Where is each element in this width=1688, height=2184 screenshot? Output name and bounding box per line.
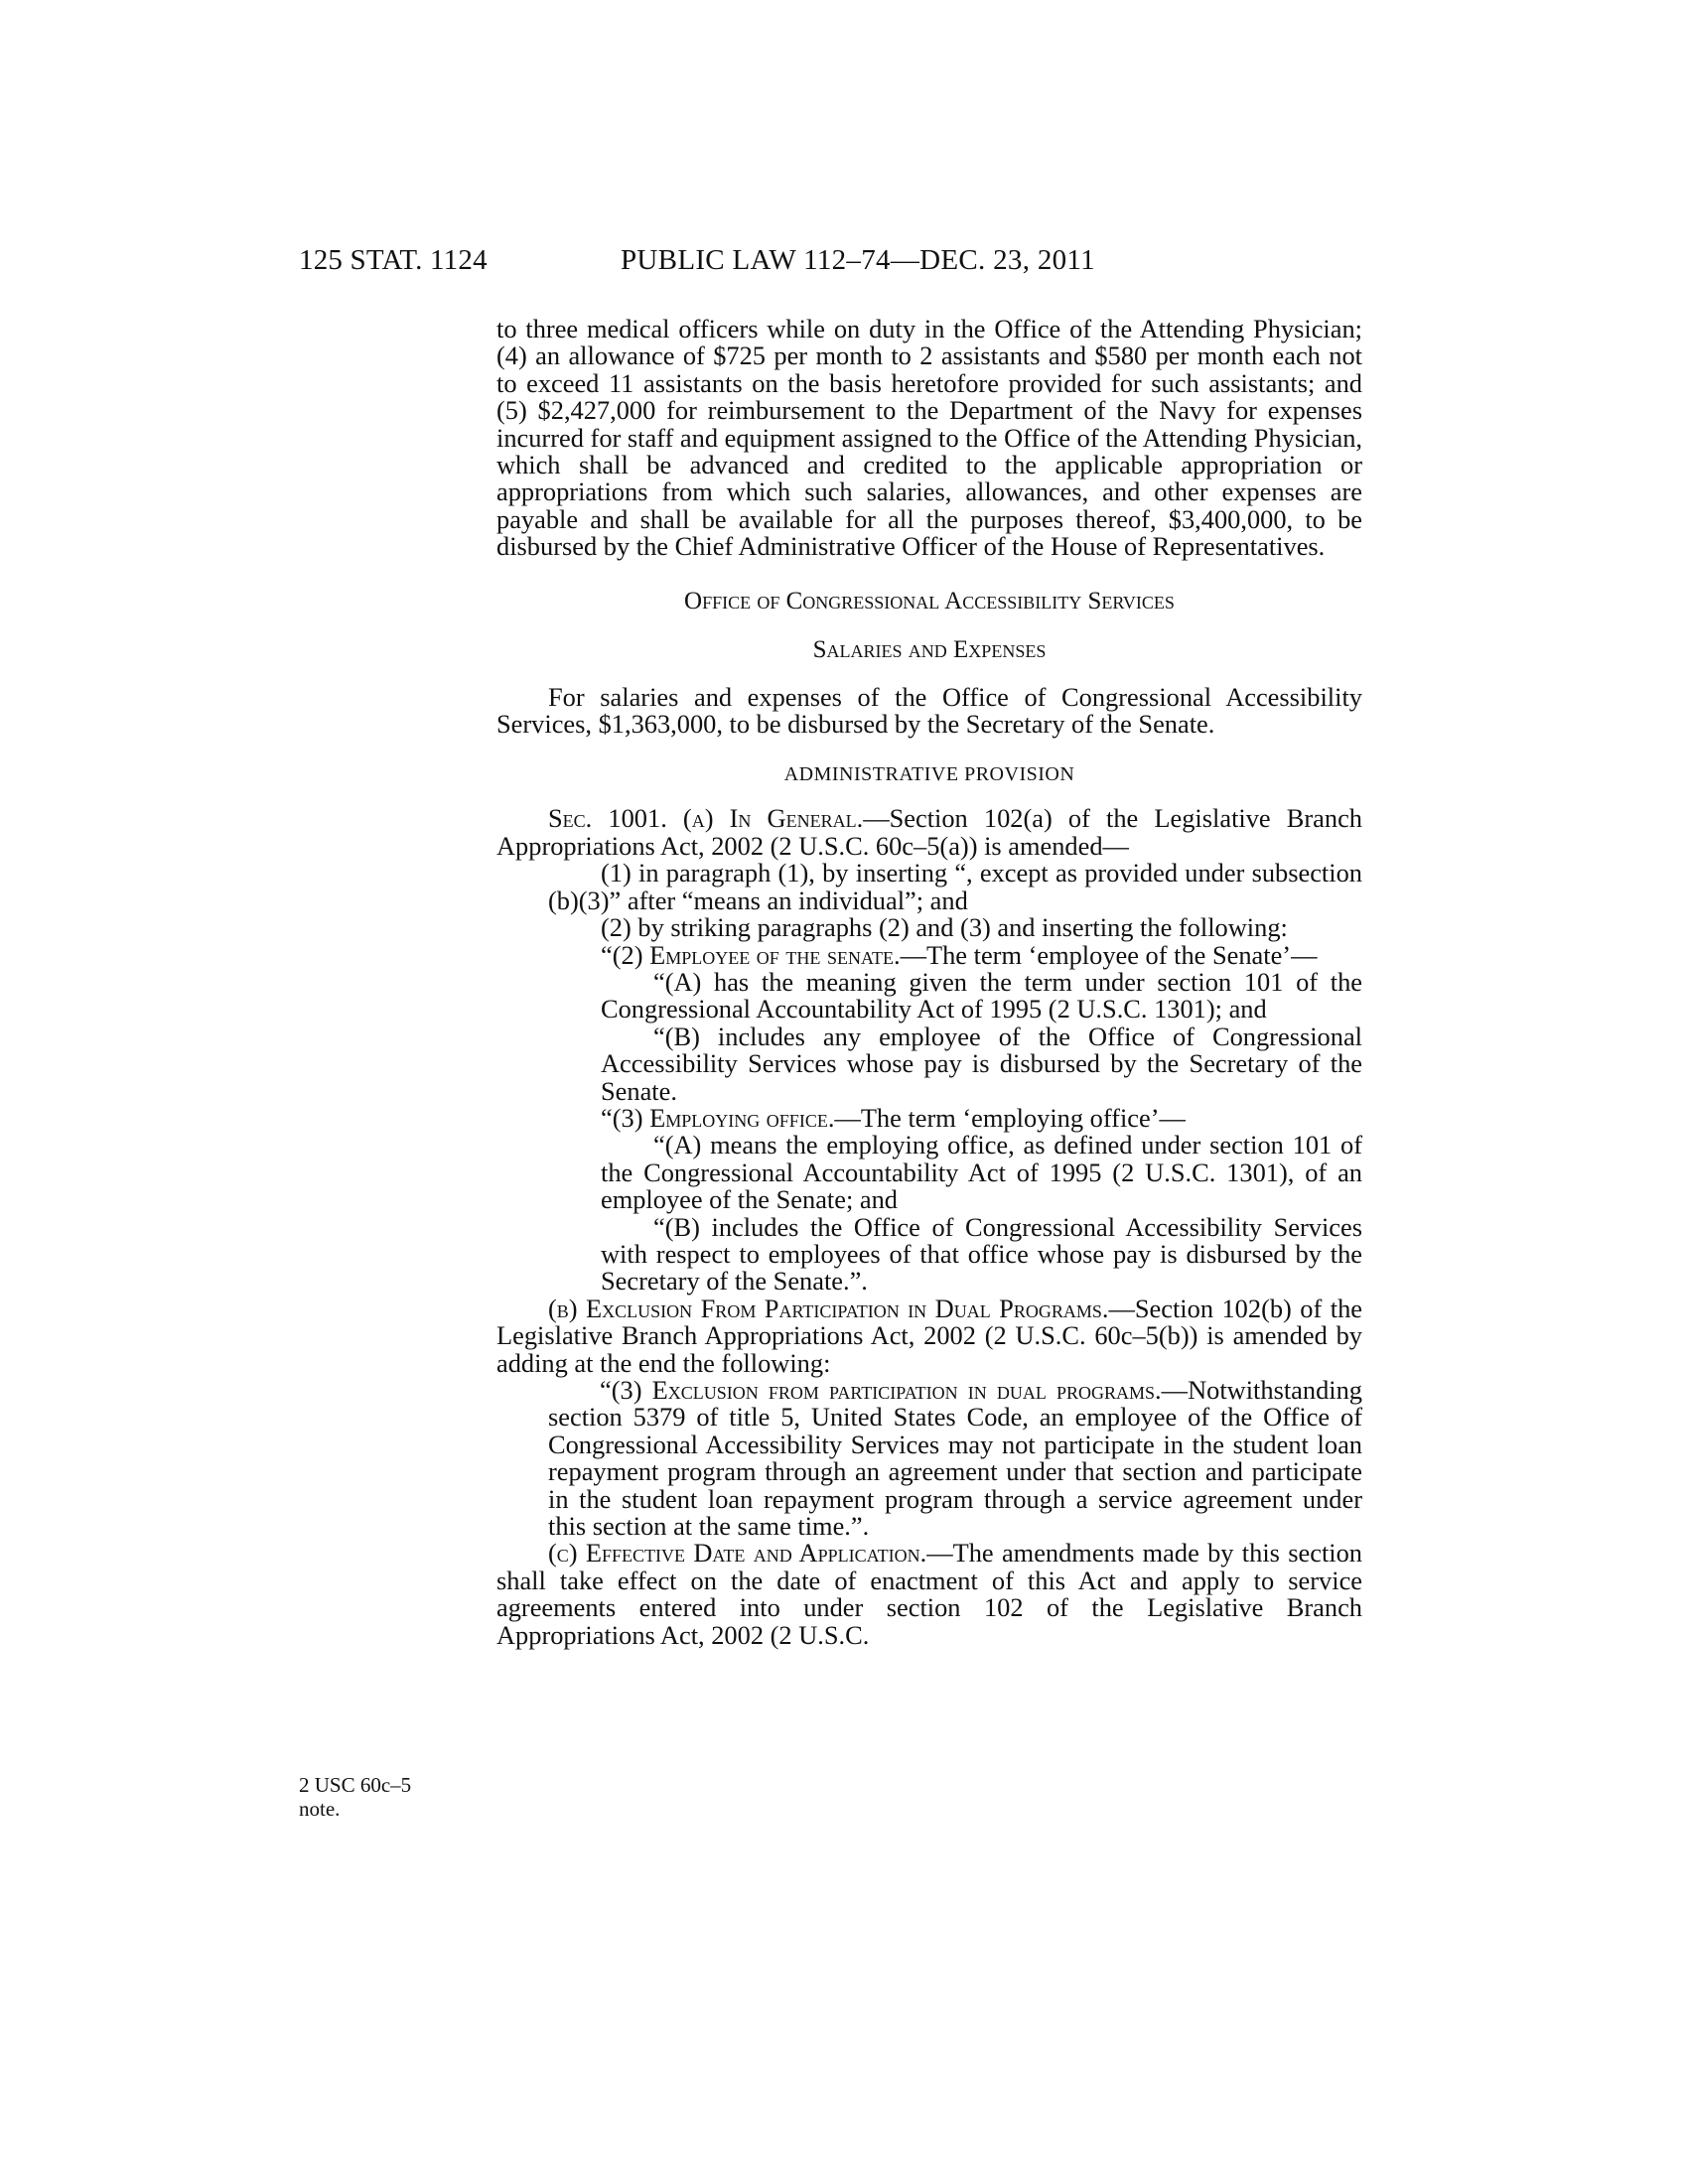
subsection-c (496, 1540, 1362, 1649)
section-heading-admin: ADMINISTRATIVE PROVISION (783, 763, 1075, 786)
page-header (299, 244, 1361, 284)
para-3-text: —The term ‘employing office’— (834, 1102, 1186, 1133)
margin-citation-note (299, 1773, 411, 1821)
para-b3-label: “(3) Exclusion from participation in dual programs. (600, 1375, 1162, 1405)
subsection-c-text: —The amendments made by this section shall take effect on the date of enactment of this Act and apply to service agreements entered into under section 102 of the Legislative Branch Appropriations Act, 2002 (2 U.S.C. (496, 1538, 1363, 1650)
salaries-paragraph: For salaries and expenses of the Office of Congressional Accessibility Services, $1,363,000, to be disbursed by the Secretary of the Senate. (496, 681, 1362, 740)
para-2-label: “(2) Employee of the senate. (601, 939, 901, 970)
document-body (496, 316, 1362, 1649)
amend-item-1: (1) in paragraph (1), by inserting “, except as provided under subsection (b)(3)” after “means an individual”; and (548, 858, 1362, 915)
subsection-b-text: —Section 102(b) of the Legislative Branch Appropriations Act, 2002 (2 U.S.C. 60c–5(b)) is amended by adding at the end the following: (496, 1293, 1362, 1378)
subsection-b (496, 1293, 1362, 1378)
para-2-text: —The term ‘employee of the Senate’— (900, 939, 1318, 970)
section-heading-office: Office of Congressional Accessibility Services (684, 587, 1175, 614)
continued-paragraph: to three medical officers while on duty in the Office of the Attending Physician; (4) an allowance of $725 per month to 2 assistants and $580 per month each not to exceed 11 assistants on the basis heretofore provided for such assistants; and (5) $2,427,000 for reimbursement to the Department of the Navy for expenses incurred for staff and equipment assigned to the Office of the Attending Physician, which shall be advanced and credited to the applicable appropriation or appropriations from which such salaries, allowances, and other expenses are payable and shall be available for all the purposes thereof, $3,400,000, to be disbursed by the Chief Administrative Officer of the House of Representatives. (496, 314, 1362, 562)
para-2-wrap (549, 939, 1362, 970)
sec-1001-label: Sec. 1001. (a) In General. (548, 803, 864, 834)
para-b3-text: —Notwithstanding section 5379 of title 5, United States Code, an employee of the Office of Congressional Accessibility Services may not participate in the student loan repayment program through an agreement under that section and participate in the student loan repayment program through a service agreement under this section at the same time.”. (548, 1375, 1362, 1542)
para-3A: “(A) means the employing office, as defined under section 101 of the Congressional Accountability Act of 1995 (2 U.S.C. 1301), of an employee of the Senate; and (601, 1130, 1362, 1215)
sec-1001-text: —Section 102(a) of the Legislative Branch Appropriations Act, 2002 (2 U.S.C. 60c–5(a)) is amended— (496, 803, 1362, 861)
subsection-b-label: (b) Exclusion From Participation in Dual Programs. (548, 1293, 1109, 1323)
margin-note-line1: 2 USC 60c–5 (299, 1773, 412, 1797)
para-2A: “(A) has the meaning given the term under section 101 of the Congressional Accountability Act of 1995 (2 U.S.C. 1301); and (601, 966, 1362, 1024)
section-heading-salaries: Salaries and Expenses (812, 635, 1047, 663)
stat-page-number: 125 STAT. 1124 (299, 244, 488, 276)
public-law-title: PUBLIC LAW 112–74—DEC. 23, 2011 (621, 244, 1095, 276)
margin-note-line2: note. (299, 1797, 341, 1821)
sec-1001-paragraph (496, 805, 1362, 860)
para-3-wrap (549, 1102, 1362, 1133)
para-2-employee (496, 939, 1362, 970)
para-b3 (496, 1377, 1362, 1540)
amend-item-2: (2) by striking paragraphs (2) and (3) and inserting the following: (601, 912, 1288, 943)
para-2B: “(B) includes any employee of the Office of Congressional Accessibility Services whose pay is disbursed by the Secretary of the Senate. (601, 1021, 1362, 1106)
para-3B: “(B) includes the Office of Congressional Accessibility Services with respect to employees of that office whose pay is disbursed by the Secretary of the Senate.”. (601, 1211, 1362, 1297)
para-3-label: “(3) Employing office. (601, 1102, 835, 1133)
subsection-c-label: (c) Effective Date and Application. (548, 1538, 927, 1569)
para-3-employing-office (496, 1102, 1362, 1133)
